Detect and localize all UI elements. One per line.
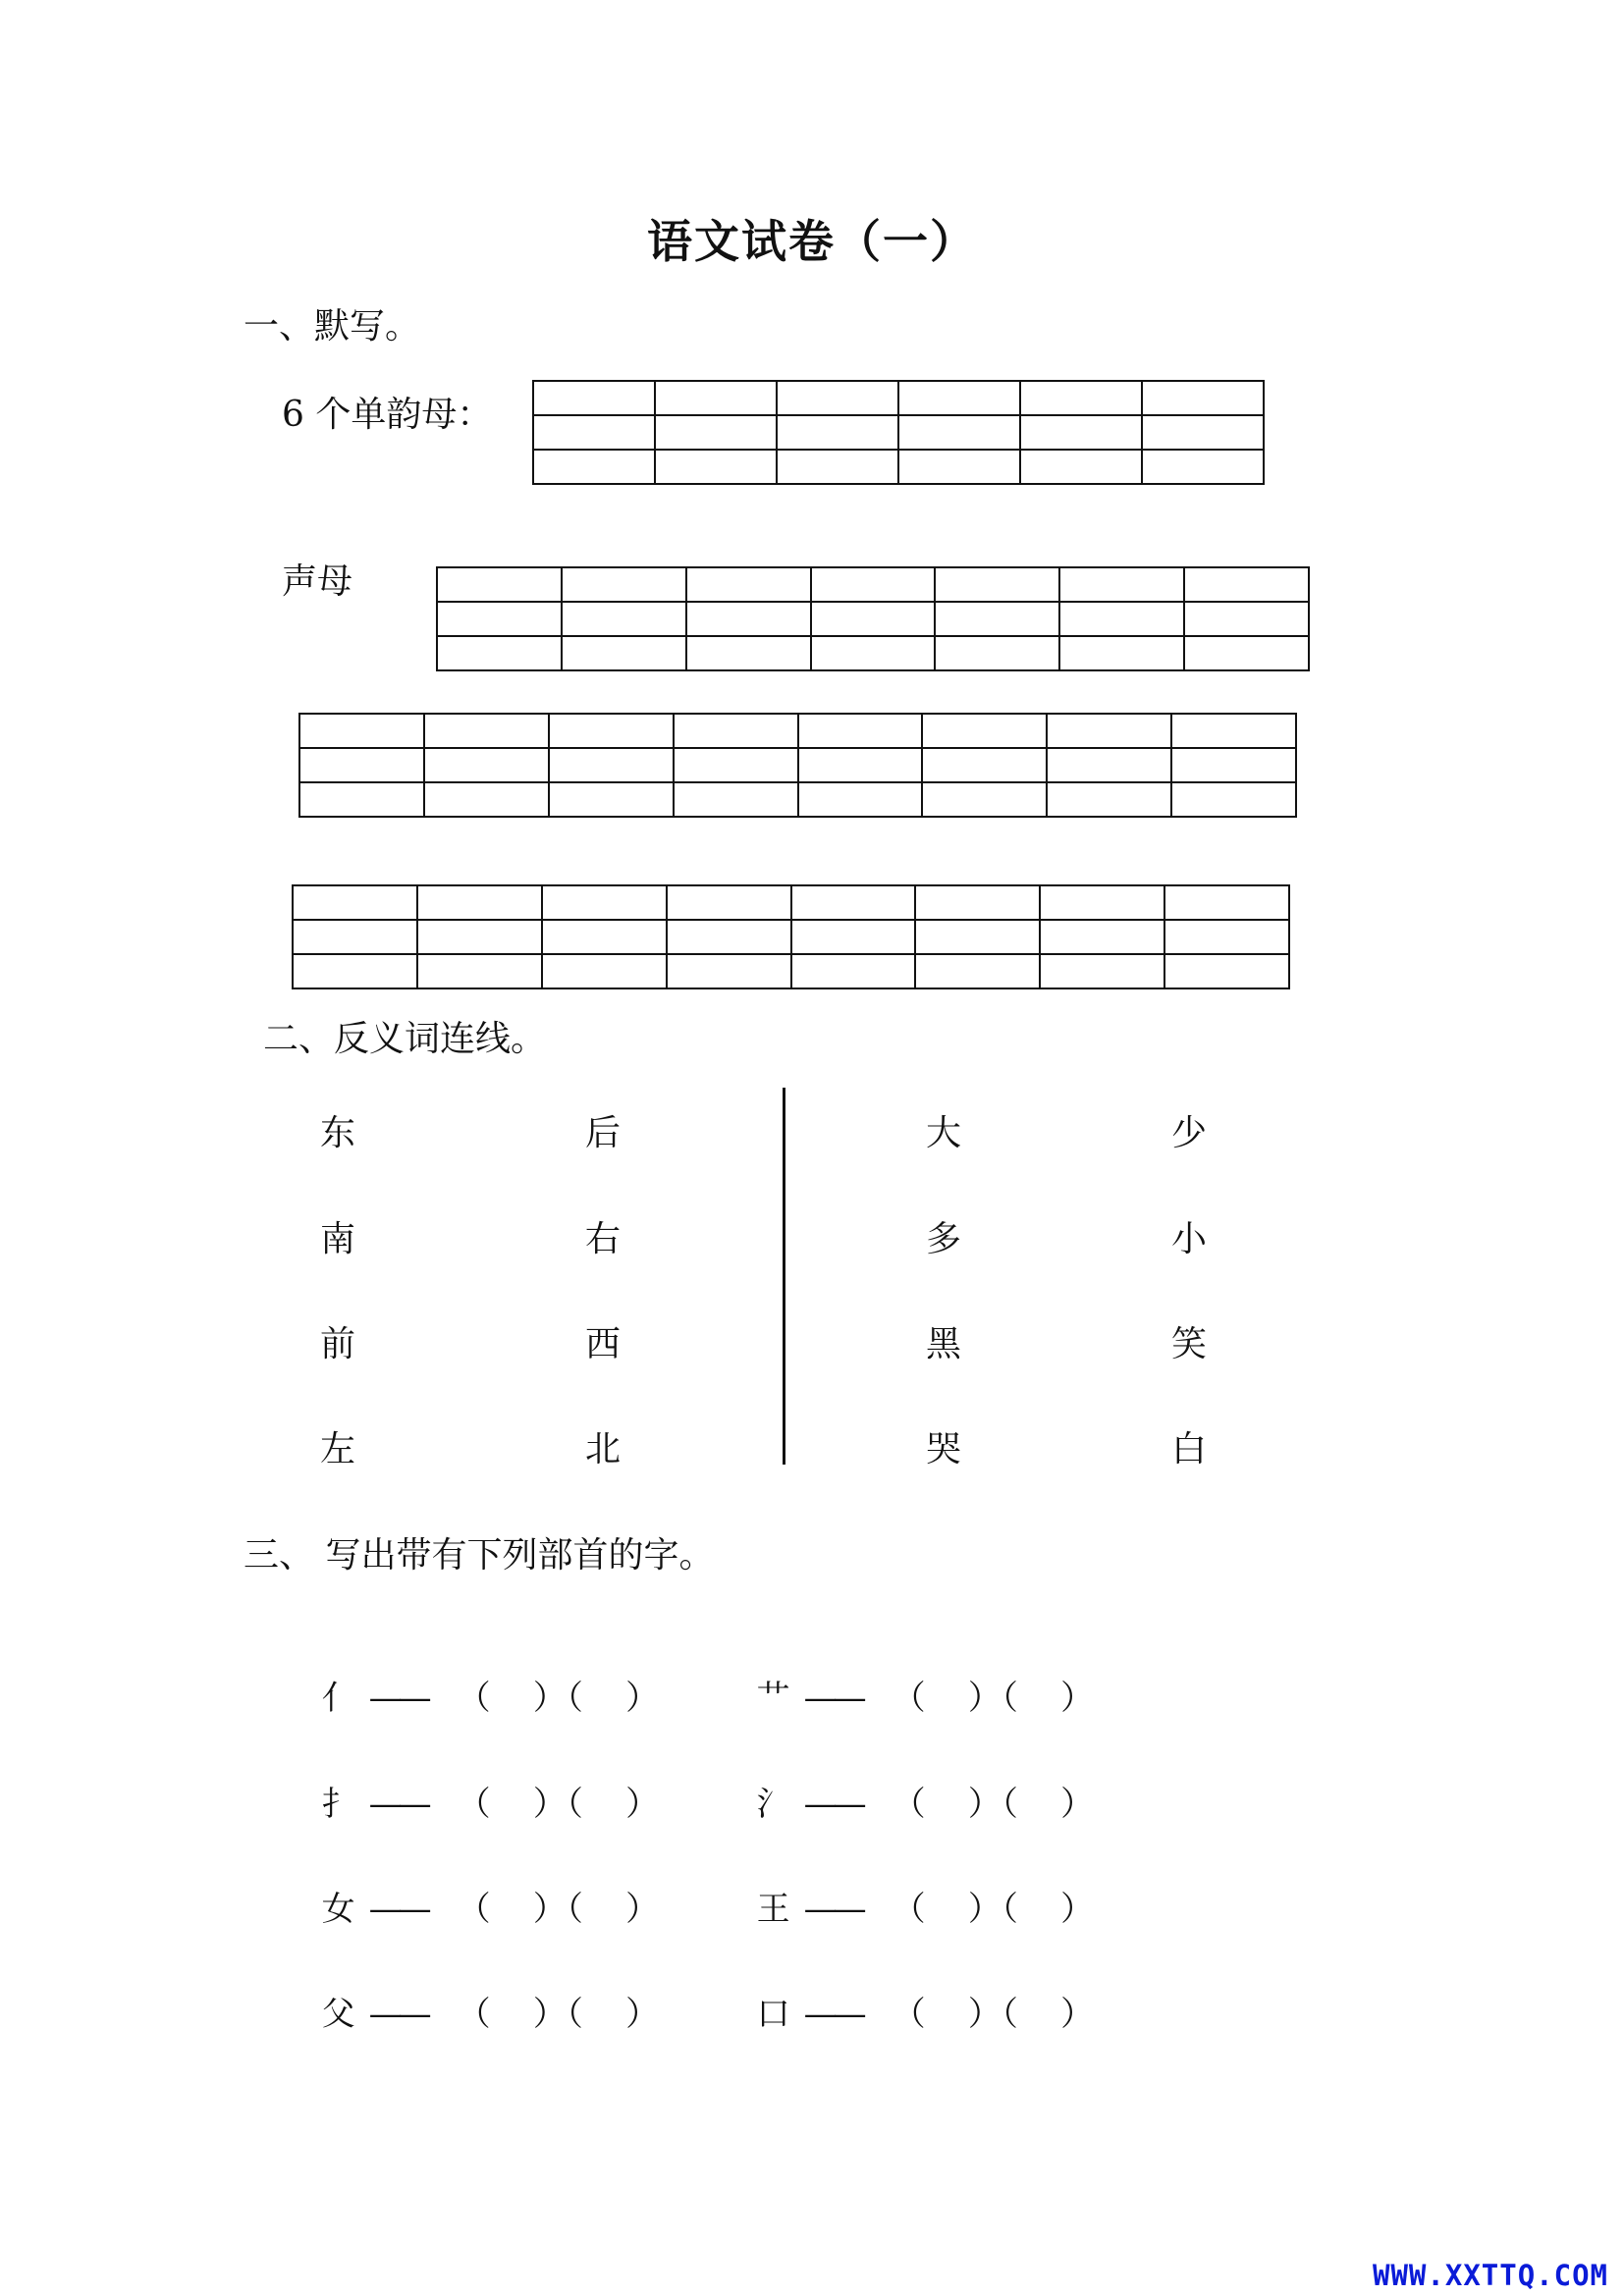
antonym-word: 笑 <box>1171 1324 1208 1364</box>
antonym-word: 后 <box>585 1113 622 1153</box>
radical-row <box>735 1842 1094 1930</box>
consonants-writing-grid-2[interactable] <box>298 713 1297 818</box>
antonym-word: 北 <box>585 1429 622 1469</box>
antonym-word: 南 <box>320 1219 356 1259</box>
dash: —— <box>803 1679 863 1718</box>
radical-row <box>735 1948 1094 2035</box>
answer-parens[interactable]: （ ）（ ） <box>457 1995 660 2034</box>
dash: —— <box>803 1890 863 1929</box>
antonym-word: 东 <box>320 1113 356 1153</box>
radical-row <box>300 1948 659 2035</box>
page-title: 语文试卷（一） <box>647 215 977 268</box>
dash: —— <box>803 1995 863 2034</box>
column-divider <box>783 1088 785 1465</box>
answer-parens[interactable]: （ ）（ ） <box>892 1679 1095 1718</box>
dash: —— <box>368 1785 428 1824</box>
radical-char: 父 <box>321 1995 355 2034</box>
answer-parens[interactable]: （ ）（ ） <box>892 1890 1095 1929</box>
site-watermark: WWW.XXTTQ.COM <box>1373 2259 1608 2292</box>
radical-char: 艹 <box>756 1679 790 1718</box>
dash: —— <box>803 1785 863 1824</box>
radical-char: 王 <box>756 1890 790 1929</box>
antonym-word: 多 <box>926 1219 962 1259</box>
radical-row <box>735 1737 1094 1825</box>
dash: —— <box>368 1995 428 2034</box>
consonants-writing-grid-1[interactable] <box>436 566 1310 671</box>
antonym-word: 小 <box>1171 1219 1208 1259</box>
radical-row <box>300 1631 659 1719</box>
antonym-word: 白 <box>1171 1429 1208 1469</box>
section-heading-dictation: 一、默写。 <box>244 306 421 347</box>
radical-char: 口 <box>756 1995 790 2034</box>
antonym-word: 左 <box>320 1429 356 1469</box>
antonym-word: 前 <box>320 1324 356 1364</box>
antonym-word: 右 <box>585 1219 622 1259</box>
radical-row <box>300 1737 659 1825</box>
radical-char: 亻 <box>321 1679 355 1718</box>
dash: —— <box>368 1890 428 1929</box>
answer-parens[interactable]: （ ）（ ） <box>892 1995 1095 2034</box>
antonym-word: 黑 <box>926 1324 962 1364</box>
answer-parens[interactable]: （ ）（ ） <box>457 1890 660 1929</box>
dash: —— <box>368 1679 428 1718</box>
answer-parens[interactable]: （ ）（ ） <box>892 1785 1095 1824</box>
antonym-word: 哭 <box>926 1429 962 1469</box>
consonants-label: 声母 <box>282 561 353 602</box>
radical-row <box>300 1842 659 1930</box>
radical-row <box>735 1631 1094 1719</box>
antonym-word: 大 <box>926 1113 962 1153</box>
vowels-writing-grid[interactable] <box>532 380 1265 485</box>
section-heading-antonyms: 二、反义词连线。 <box>263 1019 547 1059</box>
consonants-writing-grid-3[interactable] <box>292 884 1290 989</box>
answer-parens[interactable]: （ ）（ ） <box>457 1785 660 1824</box>
antonym-word: 少 <box>1171 1113 1208 1153</box>
radical-char: 扌 <box>321 1785 355 1824</box>
answer-parens[interactable]: （ ）（ ） <box>457 1679 660 1718</box>
section-heading-radicals: 三、 写出带有下列部首的字。 <box>244 1535 715 1575</box>
antonym-word: 西 <box>585 1324 622 1364</box>
vowels-label: 6 个单韵母： <box>282 395 493 435</box>
radical-char: 女 <box>321 1890 355 1929</box>
radical-char: 氵 <box>756 1785 790 1824</box>
